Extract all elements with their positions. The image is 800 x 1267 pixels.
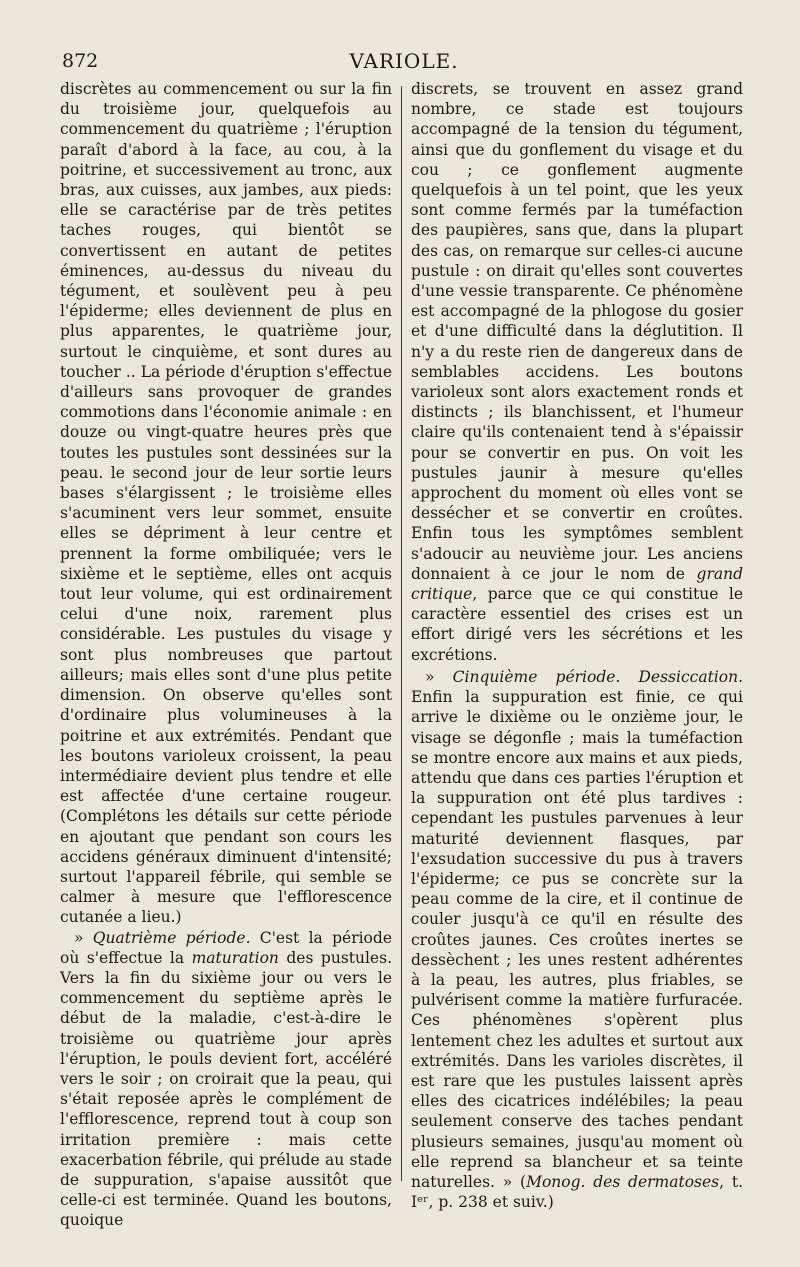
quote-mark: » [425,667,453,686]
citation-title: Monog. des dermatoses [526,1172,720,1191]
right-paragraph-continued [411,79,743,665]
quote-mark: » [74,928,93,947]
text-run: C'est la période où s'effectue la [60,928,392,967]
text-run: , t. Iᵉʳ, p. 238 et suiv.) [411,1172,744,1212]
text-run: discrets, se trouvent en assez grand nombre, ce stade est toujours accompagné de la tension du tégument, ainsi que du gonflement du visage et du cou ; ce gonflement augmente quelquefois à un tel point, que les yeux sont comme fermés par la tuméfaction des paupières, sans que, dans la plupart des cas, on remarque sur celles-ci aucune pustule : on dirait qu'elles sont couvertes d'une vessie transparente. Ce phénomène est accompagné de la phlogose du gosier et d'une difficulté dans la déglutition. Il n'y a du reste rien de dangereux dans de semblables accidens. Les boutons varioleux sont alors exactement ronds et distincts ; ils blanchissent, et l'humeur claire qu'ils contenaient tend à s'épaissir pour se convertir en pus. On voit les pustules jaunir à mesure qu'elles approchent du moment où elles vont se dessécher et se convertir en croûtes. Enfin tous les symptômes semblent s'adoucir au neuvième jour. Les anciens donnaient à ce jour le nom de [411,80,743,583]
section-heading-fourth-period: Quatrième période. [92,928,251,947]
page-number: 872 [62,50,99,72]
right-paragraph-fifth-period [411,667,743,1212]
section-heading-fifth-period: Cinquième période. Dessiccation. [452,667,743,686]
running-title: VARIOLE. [349,49,459,73]
text-run: des pustules. Vers la fin du sixième jour ou vers le commencement du septième après le début de la maladie, c'est-à-dire le troisième ou quatrième jour après l'éruption, le pouls devient fort, accéléré vers le soir ; on croirait que la peau, qui s'était reposée après le complément de l'efflorescence, reprend tout à coup son irritation première : mais cette exacerbation fébrile, qui prélude au stade de suppuration, s'apaise aussitôt que celle-ci est terminée. Quand les boutons, quoique [60,948,392,1230]
italic-term-maturation: maturation [191,948,279,967]
text-run: , parce que ce qui constitue le caractère essentiel des crises est un effort dirigé vers les sécrétions et les excrétions. [411,585,743,664]
italic-term-grand-critique: grand critique [411,564,743,604]
left-paragraph-fourth-period [60,928,392,1231]
page-header [62,50,746,78]
text-run: Enfin la suppuration est finie, ce qui arrive le dixième ou le onzième jour, le visage se dégonfle ; mais la tuméfaction se montre encore aux mains et aux pieds, attendu que dans ces parties l'éruption et la suppuration ont été plus tardives : cependant les pustules parvenues à leur maturité deviennent flasques, par l'exsudation successive du pus à travers l'épiderme; ce pus se concrète sur la peau comme de la cire, et il continue de couler jusqu'à ce qu'il en résulte des croûtes jaunes. Ces croûtes inertes se dessèchent ; les unes restent adhérentes à la peau, les autres, plus friables, se pulvérisent comme la matière furfuracée. Ces phénomènes s'opèrent plus lentement chez les adultes et surtout aux extrémités. Dans les varioles discrètes, il est rare que les pustules laissent après elles des cicatrices indélébiles; la peau seulement conserve des taches pendant plusieurs semaines, jusqu'au moment où elle reprend sa blancheur et sa teinte naturelles. » ( [411,688,743,1191]
column-divider [401,86,402,1181]
right-column [411,79,743,1212]
left-paragraph-continued: discrètes au commencement ou sur la fin du troisième jour, quelquefois au commencement du quatrième ; l'éruption paraît d'abord à la face, au cou, à la poitrine, et successivement au tronc, aux bras, aux cuisses, aux jambes, aux pieds: elle se caractérise par de très petites taches rouges, qui bientôt se convertissent en autant de petites éminences, au-dessus du niveau du tégument, et soulèvent peu à peu l'épiderme; elles deviennent de plus en plus apparentes, le quatrième jour, surtout le cinquième, et sont dures au toucher .. La période d'éruption s'effectue d'ailleurs sans provoquer de grandes commotions dans l'économie animale : en douze ou vingt-quatre heures près que toutes les pustules sont dessinées sur la peau. le second jour de leur sortie leurs bases s'élargissent ; le troisième elles s'acuminent vers leur sommet, ensuite elles se dépriment à leur centre et prennent la forme ombiliquée; vers le sixième et le septième, elles ont acquis tout leur volume, qui est ordinairement celui d'une noix, rarement plus considérable. Les pustules du visage y sont plus nombreuses que partout ailleurs; mais elles sont d'une plus petite dimension. On observe qu'elles sont d'ordinaire plus volumineuses à la poitrine et aux extrémités. Pendant que les boutons varioleux croissent, la peau intermédiaire devient plus tendre et elle est affectée d'une certaine rougeur. (Complétons les détails sur cette période en ajoutant que pendant son cours les accidens généraux diminuent d'intensité; surtout l'appareil fébrile, qui semble se calmer à mesure que l'efflorescence cutanée a lieu.) [60,80,392,927]
left-column [60,79,392,1231]
